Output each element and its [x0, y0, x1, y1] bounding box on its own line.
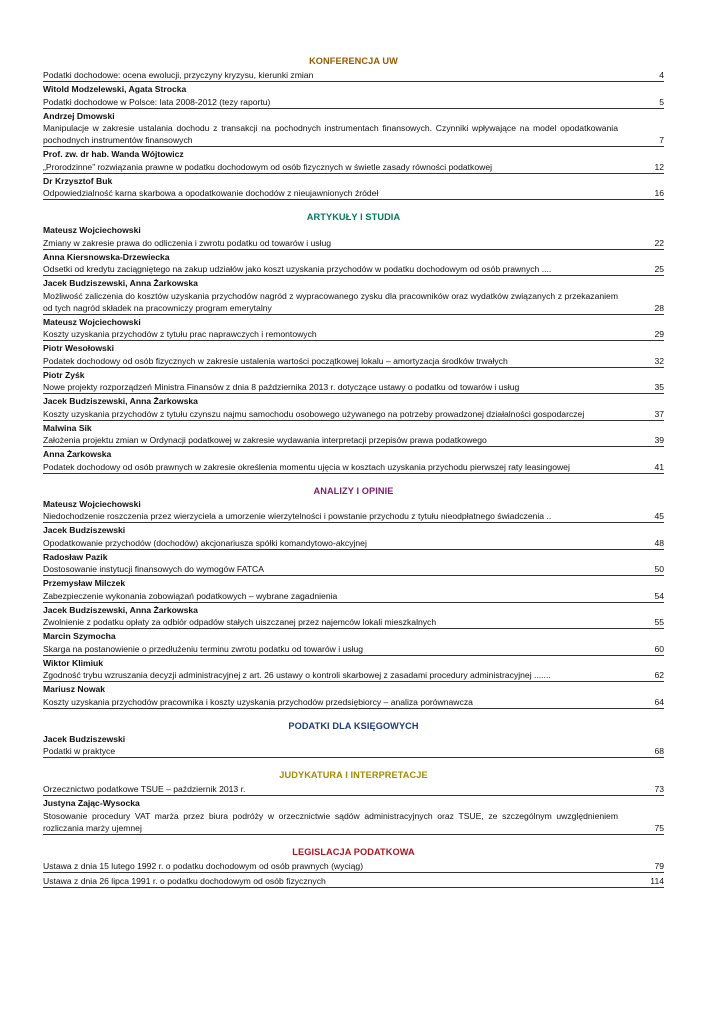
- toc-entry[interactable]: [43, 631, 664, 656]
- entry-author: Mariusz Nowak: [43, 684, 106, 694]
- section-heading: LEGISLACJA PODATKOWA: [292, 846, 415, 857]
- toc-entry[interactable]: [43, 525, 664, 550]
- section-heading: JUDYKATURA I INTERPRETACJE: [279, 770, 428, 780]
- toc-entry[interactable]: [43, 149, 664, 174]
- toc-entry[interactable]: [43, 396, 664, 421]
- toc-entry[interactable]: [43, 578, 664, 603]
- entry-page-number: 75: [654, 822, 664, 833]
- entry-author: Witold Modzelewski, Agata Strocka: [43, 84, 187, 94]
- entry-author: Malwina Sik: [43, 422, 92, 433]
- section-heading: ARTYKUŁY I STUDIA: [306, 212, 401, 222]
- toc-entry[interactable]: [43, 684, 664, 709]
- entry-row: [43, 537, 664, 550]
- section-heading: PODATKI DLA KSIĘGOWYCH: [288, 720, 419, 731]
- toc-entry[interactable]: [43, 343, 664, 368]
- entry-row: [43, 237, 664, 250]
- entry-author: Prof. zw. dr hab. Wanda Wójtowicz: [43, 149, 184, 159]
- entry-author: Jacek Budziszewski: [43, 733, 126, 744]
- entry-row: [43, 381, 664, 394]
- entry-title: Zgodność trybu wzruszania decyzji administracyjnej z art. 26 ustawy o kontroli skarbowej z zasadami procedury administracyjnej .......: [43, 670, 551, 680]
- toc-section: [43, 212, 664, 474]
- toc-entry[interactable]: [43, 798, 664, 835]
- toc-entry[interactable]: [43, 875, 664, 888]
- entry-title: Zwolnienie z podatku opłaty za odbiór odpadów stałych uiszczanej przez najemców lokali mieszkalnych: [43, 617, 437, 627]
- entry-page-number: 32: [654, 355, 664, 366]
- entry-title: Możliwość zaliczenia do kosztów uzyskania przychodów nagród z wypracowanego zysku dla pracowników oraz wydatków związanych z przekazaniem od tych nagród składek na pracowniczy program emerytalny: [43, 290, 618, 313]
- entry-author: Mateusz Wojciechowski: [43, 316, 141, 327]
- toc-entry[interactable]: [43, 84, 664, 109]
- entry-page-number: 68: [654, 746, 664, 756]
- entry-title: Podatki dochodowe w Polsce: lata 2008-2012 (tezy raportu): [43, 96, 271, 107]
- entry-row: [43, 745, 664, 758]
- entry-row: [43, 434, 664, 447]
- entry-row: [43, 408, 664, 421]
- toc-entry[interactable]: [43, 423, 664, 448]
- entry-page-number: 25: [654, 264, 664, 274]
- toc-entry[interactable]: [43, 252, 664, 277]
- entry-title: Ustawa z dnia 15 lutego 1992 r. o podatku dochodowym od osób prawnych (wyciąg): [43, 860, 364, 871]
- entry-row: [43, 563, 664, 576]
- toc-entry[interactable]: [43, 176, 664, 201]
- toc-entry[interactable]: [43, 552, 664, 577]
- entry-row: [43, 290, 664, 315]
- entry-title: Założenia projektu zmian w Ordynacji podatkowej w zakresie wydawania interpretacji przepisów prawa podatkowego: [43, 435, 487, 445]
- toc-entry[interactable]: [43, 69, 664, 82]
- entry-author: Radosław Pazik: [43, 551, 108, 562]
- toc-entry[interactable]: [43, 370, 664, 395]
- entry-page-number: 22: [654, 237, 664, 248]
- entry-page-number: 79: [654, 860, 664, 871]
- entry-row: [43, 328, 664, 341]
- entry-page-number: 62: [654, 670, 664, 680]
- entry-page-number: 37: [654, 408, 664, 419]
- entry-title: Odpowiedzialność karna skarbowa a opodatkowanie dochodów z nieujawnionych źródeł: [43, 188, 379, 198]
- entry-row: [43, 643, 664, 656]
- entry-row: [43, 783, 664, 796]
- entry-row: [43, 161, 664, 174]
- entry-page-number: 12: [654, 161, 664, 172]
- entry-title: Niedochodzenie roszczenia przez wierzyciela a umorzenie wierzytelności i powstanie przychodu z tytułu nieodpłatnego świadczenia ..: [43, 511, 552, 521]
- entry-title: Ustawa z dnia 26 lipca 1991 r. o podatku dochodowym od osób fizycznych: [43, 875, 326, 886]
- entry-author: Jacek Budziszewski, Anna Żarkowska: [43, 278, 198, 288]
- toc-section: [43, 721, 664, 759]
- entry-page-number: 64: [654, 696, 664, 707]
- entry-page-number: 73: [654, 784, 664, 794]
- entry-row: [43, 860, 664, 873]
- entry-row: [43, 810, 664, 835]
- entry-page-number: 35: [654, 382, 664, 392]
- entry-title: Koszty uzyskania przychodów z tytułu prac naprawczych i remontowych: [43, 329, 317, 339]
- toc-entry[interactable]: [43, 317, 664, 342]
- entry-title: Manipulacje w zakresie ustalania dochodu z transakcji na pochodnych instrumentach finansowych. Czynniki wpływające na model opodatkowania pochodnych instrumentów finansowych: [43, 123, 618, 145]
- toc-entry[interactable]: [43, 605, 664, 630]
- entry-title: Dostosowanie instytucji finansowych do wymogów FATCA: [43, 564, 264, 574]
- entry-author: Piotr Wesołowski: [43, 343, 114, 353]
- entry-title: Nowe projekty rozporządzeń Ministra Finansów z dnia 8 października 2013 r. dotyczące ustawy o podatku od towarów i usług: [43, 382, 520, 392]
- entry-row: [43, 187, 664, 200]
- entry-page-number: 7: [659, 135, 664, 145]
- entry-title: Odsetki od kredytu zaciągniętego na zakup udziałów jako koszt uzyskania przychodów w podatku dochodowym od osób prawnych ....: [43, 264, 552, 274]
- entry-title: Podatki w praktyce: [43, 746, 116, 756]
- entry-author: Jacek Budziszewski: [43, 525, 126, 535]
- entry-title: Skarga na postanowienie o przedłużeniu terminu zwrotu podatku od towarów i usług: [43, 643, 364, 654]
- entry-author: Dr Krzysztof Buk: [43, 175, 113, 186]
- entry-row: [43, 96, 664, 109]
- entry-author: Andrzej Dmowski: [43, 110, 115, 121]
- toc-entry[interactable]: [43, 734, 664, 759]
- toc-entry[interactable]: [43, 860, 664, 873]
- toc-entry[interactable]: [43, 225, 664, 250]
- entry-title: „Prorodzinne” rozwiązania prawne w podatku dochodowym od osób fizycznych w świetle zasady równości podatkowej: [43, 161, 493, 172]
- entry-title: Koszty uzyskania przychodów z tytułu czynszu najmu samochodu osobowego używanego na potrzeby prowadzonej działalności gospodarczej: [43, 408, 585, 419]
- entry-title: Koszty uzyskania przychodów pracownika i koszty uzyskania przychodów przedsiębiorcy – analiza porównawcza: [43, 696, 473, 707]
- entry-author: Przemysław Milczek: [43, 578, 126, 588]
- toc-section: [43, 770, 664, 835]
- entry-page-number: 55: [654, 617, 664, 627]
- entry-row: [43, 875, 664, 888]
- entry-title: Zmiany w zakresie prawa do odliczenia i zwrotu podatku od towarów i usług: [43, 237, 332, 248]
- toc-entry[interactable]: [43, 783, 664, 796]
- entry-row: [43, 122, 664, 147]
- entry-page-number: 41: [654, 461, 664, 472]
- entry-row: [43, 263, 664, 276]
- entry-page-number: 5: [659, 96, 664, 107]
- entry-row: [43, 355, 664, 368]
- entry-title: Podatki dochodowe: ocena ewolucji, przyczyny kryzysu, kierunki zmian: [43, 70, 314, 80]
- entry-title: Zabezpieczenie wykonania zobowiązań podatkowych – wybrane zagadnienia: [43, 590, 338, 601]
- entry-title: Stosowanie procedury VAT marża przez biura podróży w orzecznictwie sądów administracyjnych oraz TSUE, ze szczególnym uwzględnieniem rozliczania marży ujemnej: [43, 810, 618, 833]
- toc-entry[interactable]: [43, 658, 664, 683]
- entry-author: Marcin Szymocha: [43, 631, 116, 641]
- entry-author: Anna Żarkowska: [43, 449, 112, 459]
- toc-section: [43, 56, 664, 200]
- entry-page-number: 4: [659, 70, 664, 80]
- entry-author: Anna Kiersnowska-Drzewiecka: [43, 251, 170, 262]
- entry-page-number: 28: [654, 302, 664, 313]
- toc-section: [43, 486, 664, 709]
- entry-title: Orzecznictwo podatkowe TSUE – październik 2013 r.: [43, 784, 246, 794]
- section-heading: ANALIZY I OPINIE: [313, 485, 394, 496]
- entry-author: Jacek Budziszewski, Anna Żarkowska: [43, 604, 198, 615]
- entry-page-number: 39: [654, 435, 664, 445]
- entry-row: [43, 696, 664, 709]
- entry-row: [43, 461, 664, 474]
- entry-row: [43, 590, 664, 603]
- entry-row: [43, 510, 664, 523]
- entry-author: Wiktor Klimiuk: [43, 657, 104, 668]
- entry-page-number: 16: [654, 188, 664, 198]
- section-heading: KONFERENCJA UW: [309, 56, 398, 66]
- entry-page-number: 45: [654, 511, 664, 521]
- entry-page-number: 50: [654, 564, 664, 574]
- entry-page-number: 114: [650, 875, 664, 886]
- entry-author: Justyna Zając-Wysocka: [43, 798, 140, 808]
- toc-section: [43, 847, 664, 888]
- entry-page-number: 48: [654, 537, 664, 548]
- entry-page-number: 60: [654, 643, 664, 654]
- entry-title: Podatek dochodowy od osób prawnych w zakresie określenia momentu ujęcia w kosztach uzyskania przychodu pierwszej raty leasingowej: [43, 461, 570, 472]
- toc-entry[interactable]: [43, 111, 664, 148]
- toc-entry[interactable]: [43, 278, 664, 315]
- entry-title: Podatek dochodowy od osób fizycznych w zakresie ustalenia wartości początkowej lokalu – amortyzacja środków trwałych: [43, 355, 508, 366]
- entry-author: Jacek Budziszewski, Anna Żarkowska: [43, 396, 198, 406]
- entry-author: Mateusz Wojciechowski: [43, 225, 141, 235]
- entry-row: [43, 69, 664, 82]
- entry-author: Piotr Zyśk: [43, 369, 85, 380]
- entry-page-number: 29: [654, 329, 664, 339]
- entry-title: Opodatkowanie przychodów (dochodów) akcjonariusza spółki komandytowo-akcyjnej: [43, 537, 367, 548]
- entry-row: [43, 669, 664, 682]
- toc-entry[interactable]: [43, 499, 664, 524]
- entry-author: Mateusz Wojciechowski: [43, 498, 141, 509]
- entry-page-number: 54: [654, 590, 664, 601]
- toc-entry[interactable]: [43, 449, 664, 474]
- entry-row: [43, 616, 664, 629]
